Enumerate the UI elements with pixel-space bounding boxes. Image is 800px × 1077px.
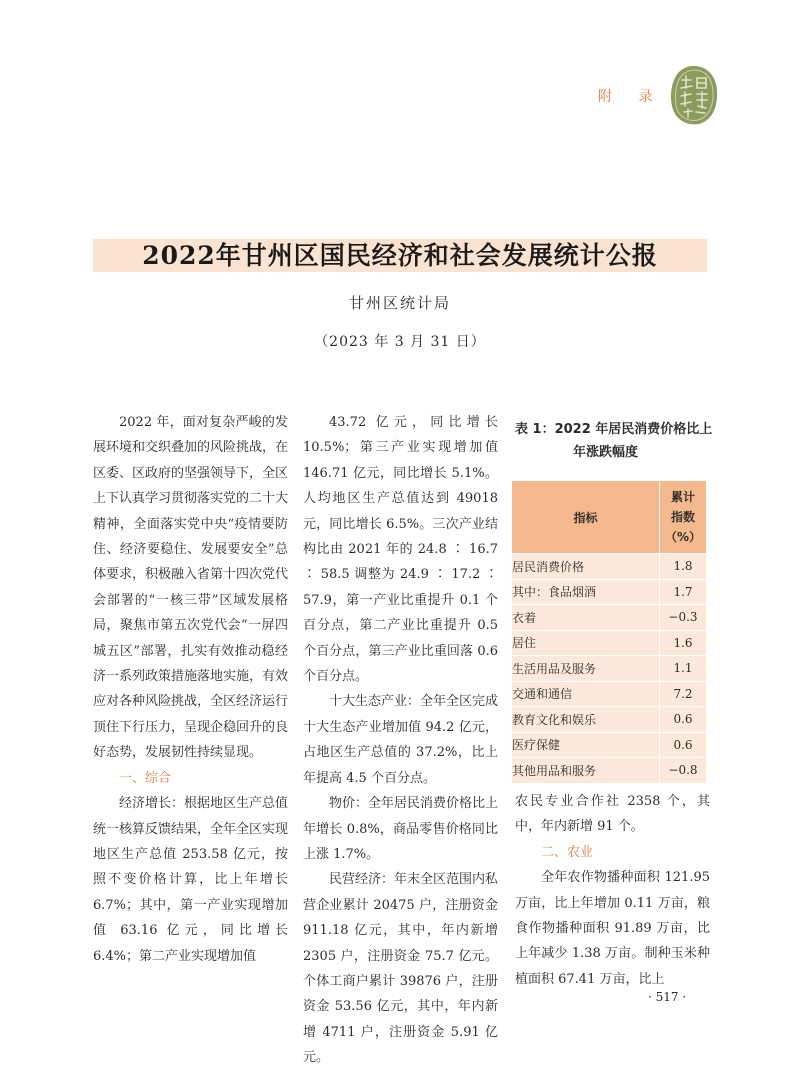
text-column-2: [303, 410, 498, 1071]
row-name: 其他用品和服务: [512, 758, 660, 784]
section-heading-overview: 一、综合: [119, 770, 172, 786]
paragraph: 经济增长：根据地区生产总值统一核算反馈结果，全年全区实现地区生产总值 253.58 亿元，按照不变价格计算，比上年增长 6.7%；其中，第一产业实现增加值 63.16 亿元，同比增长 6.4%；第二产业实现增加值: [93, 796, 289, 964]
row-name: 教育文化和娱乐: [512, 707, 660, 733]
row-value: −0.8: [660, 758, 707, 784]
row-value: 0.6: [660, 732, 707, 758]
table-row: [512, 732, 707, 758]
page-number: · 517 ·: [648, 990, 687, 1004]
row-value: −0.3: [660, 605, 707, 631]
text-column-1: [93, 410, 288, 969]
table-row: [512, 758, 707, 784]
row-value: 0.6: [660, 707, 707, 733]
table-header-index-line1: 累计: [670, 490, 695, 504]
table-header-index-line3: （%）: [664, 530, 702, 544]
table-header-indicator: 指标: [512, 481, 660, 554]
row-value: 1.7: [660, 579, 707, 605]
table-row: [512, 554, 707, 580]
table-caption-line1: 表 1：2022 年居民消费价格比上: [515, 422, 713, 437]
table-row: [512, 656, 707, 682]
paragraph: 十大生态产业：全年全区完成十大生态产业增加值 94.2 亿元，占地区生产总值的 37.2%，比上年提高 4.5 个百分点。: [303, 694, 499, 786]
cpi-table: [511, 480, 707, 784]
row-name: 交通和通信: [512, 681, 660, 707]
table-row: [512, 579, 707, 605]
paragraph: 物价：全年居民消费价格比上年增长 0.8%，商品零售价格同比上涨 1.7%。: [303, 796, 499, 862]
paragraph: 农民专业合作社 2358 个，其中，年内新增 91 个。: [515, 794, 710, 835]
table-header-index-line2: 指数: [670, 510, 695, 524]
row-name: 衣着: [512, 605, 660, 631]
row-value: 1.8: [660, 554, 707, 580]
author: 甘州区统计局: [348, 294, 451, 312]
paragraph: 全年农作物播种面积 121.95 万亩，比上年增加 0.11 万亩，粮食作物播种面积 91.89 万亩，比上年减少 1.38 万亩。制种玉米种植面积 67.41 万亩，比上: [515, 870, 710, 987]
paragraph: 2022 年，面对复杂严峻的发展环境和交织叠加的风险挑战，在区委、区政府的坚强领导下，全区上下认真学习贯彻落实党的二十大精神，全面落实党中央“疫情要防住、经济要稳住、发展要安全”总体要求，积极融入省第十四次党代会部署的“一核三带”区域发展格局，聚焦市第五次党代会“一屏四城五区”部署，扎实有效推动稳经济一系列政策措施落地实施，有效应对各种风险挑战，全区经济运行顶住下行压力，呈现企稳回升的良好态势，发展韧性持续显现。: [93, 415, 289, 761]
row-value: 7.2: [660, 681, 707, 707]
row-name: 居住: [512, 630, 660, 656]
row-name: 医疗保健: [512, 732, 660, 758]
paragraph: 43.72 亿元，同比增长 10.5%；第三产业实现增加值 146.71 亿元，同比增长 5.1%。人均地区生产总值达到 49018 元，同比增长 6.5%。三次产业结构比由 2021 年的 24.8 ∶ 16.7 ∶ 58.5 调整为 24.9 ∶ 17.2 ∶ 57.9，第一产业比重提升 0.1 个百分点，第二产业比重提升 0.5 个百分点，第三产业比重回落 0.6 个百分点。: [303, 415, 498, 685]
seal-stamp-icon: [669, 64, 719, 126]
table-row: [512, 605, 707, 631]
table-row: [512, 707, 707, 733]
publication-date: （2023 年 3 月 31 日）: [314, 334, 486, 350]
row-value: 1.6: [660, 630, 707, 656]
row-name: 其中：食品烟酒: [512, 579, 660, 605]
table-row: [512, 630, 707, 656]
text-column-3: [515, 789, 710, 992]
table-caption: [515, 418, 715, 464]
section-heading-agriculture: 二、农业: [541, 844, 594, 860]
row-name: 生活用品及服务: [512, 656, 660, 682]
row-name: 居民消费价格: [512, 554, 660, 580]
row-value: 1.1: [660, 656, 707, 682]
table-row: [512, 681, 707, 707]
section-header-label: 附 录: [598, 89, 664, 105]
table-caption-line2: 年涨跌幅度: [573, 445, 639, 460]
document-title: 2022年甘州区国民经济和社会发展统计公报: [142, 241, 658, 270]
table-header-index: [660, 481, 707, 554]
paragraph: 民营经济：年末全区范围内私营企业累计 20475 户，注册资金 911.18 亿元，其中，年内新增 2305 户，注册资金 75.7 亿元。个体工商户累计 39876 户，注册资金 53.56 亿元，其中，年内新增 4711 户，注册资金 5.91 亿元。: [303, 872, 499, 1066]
